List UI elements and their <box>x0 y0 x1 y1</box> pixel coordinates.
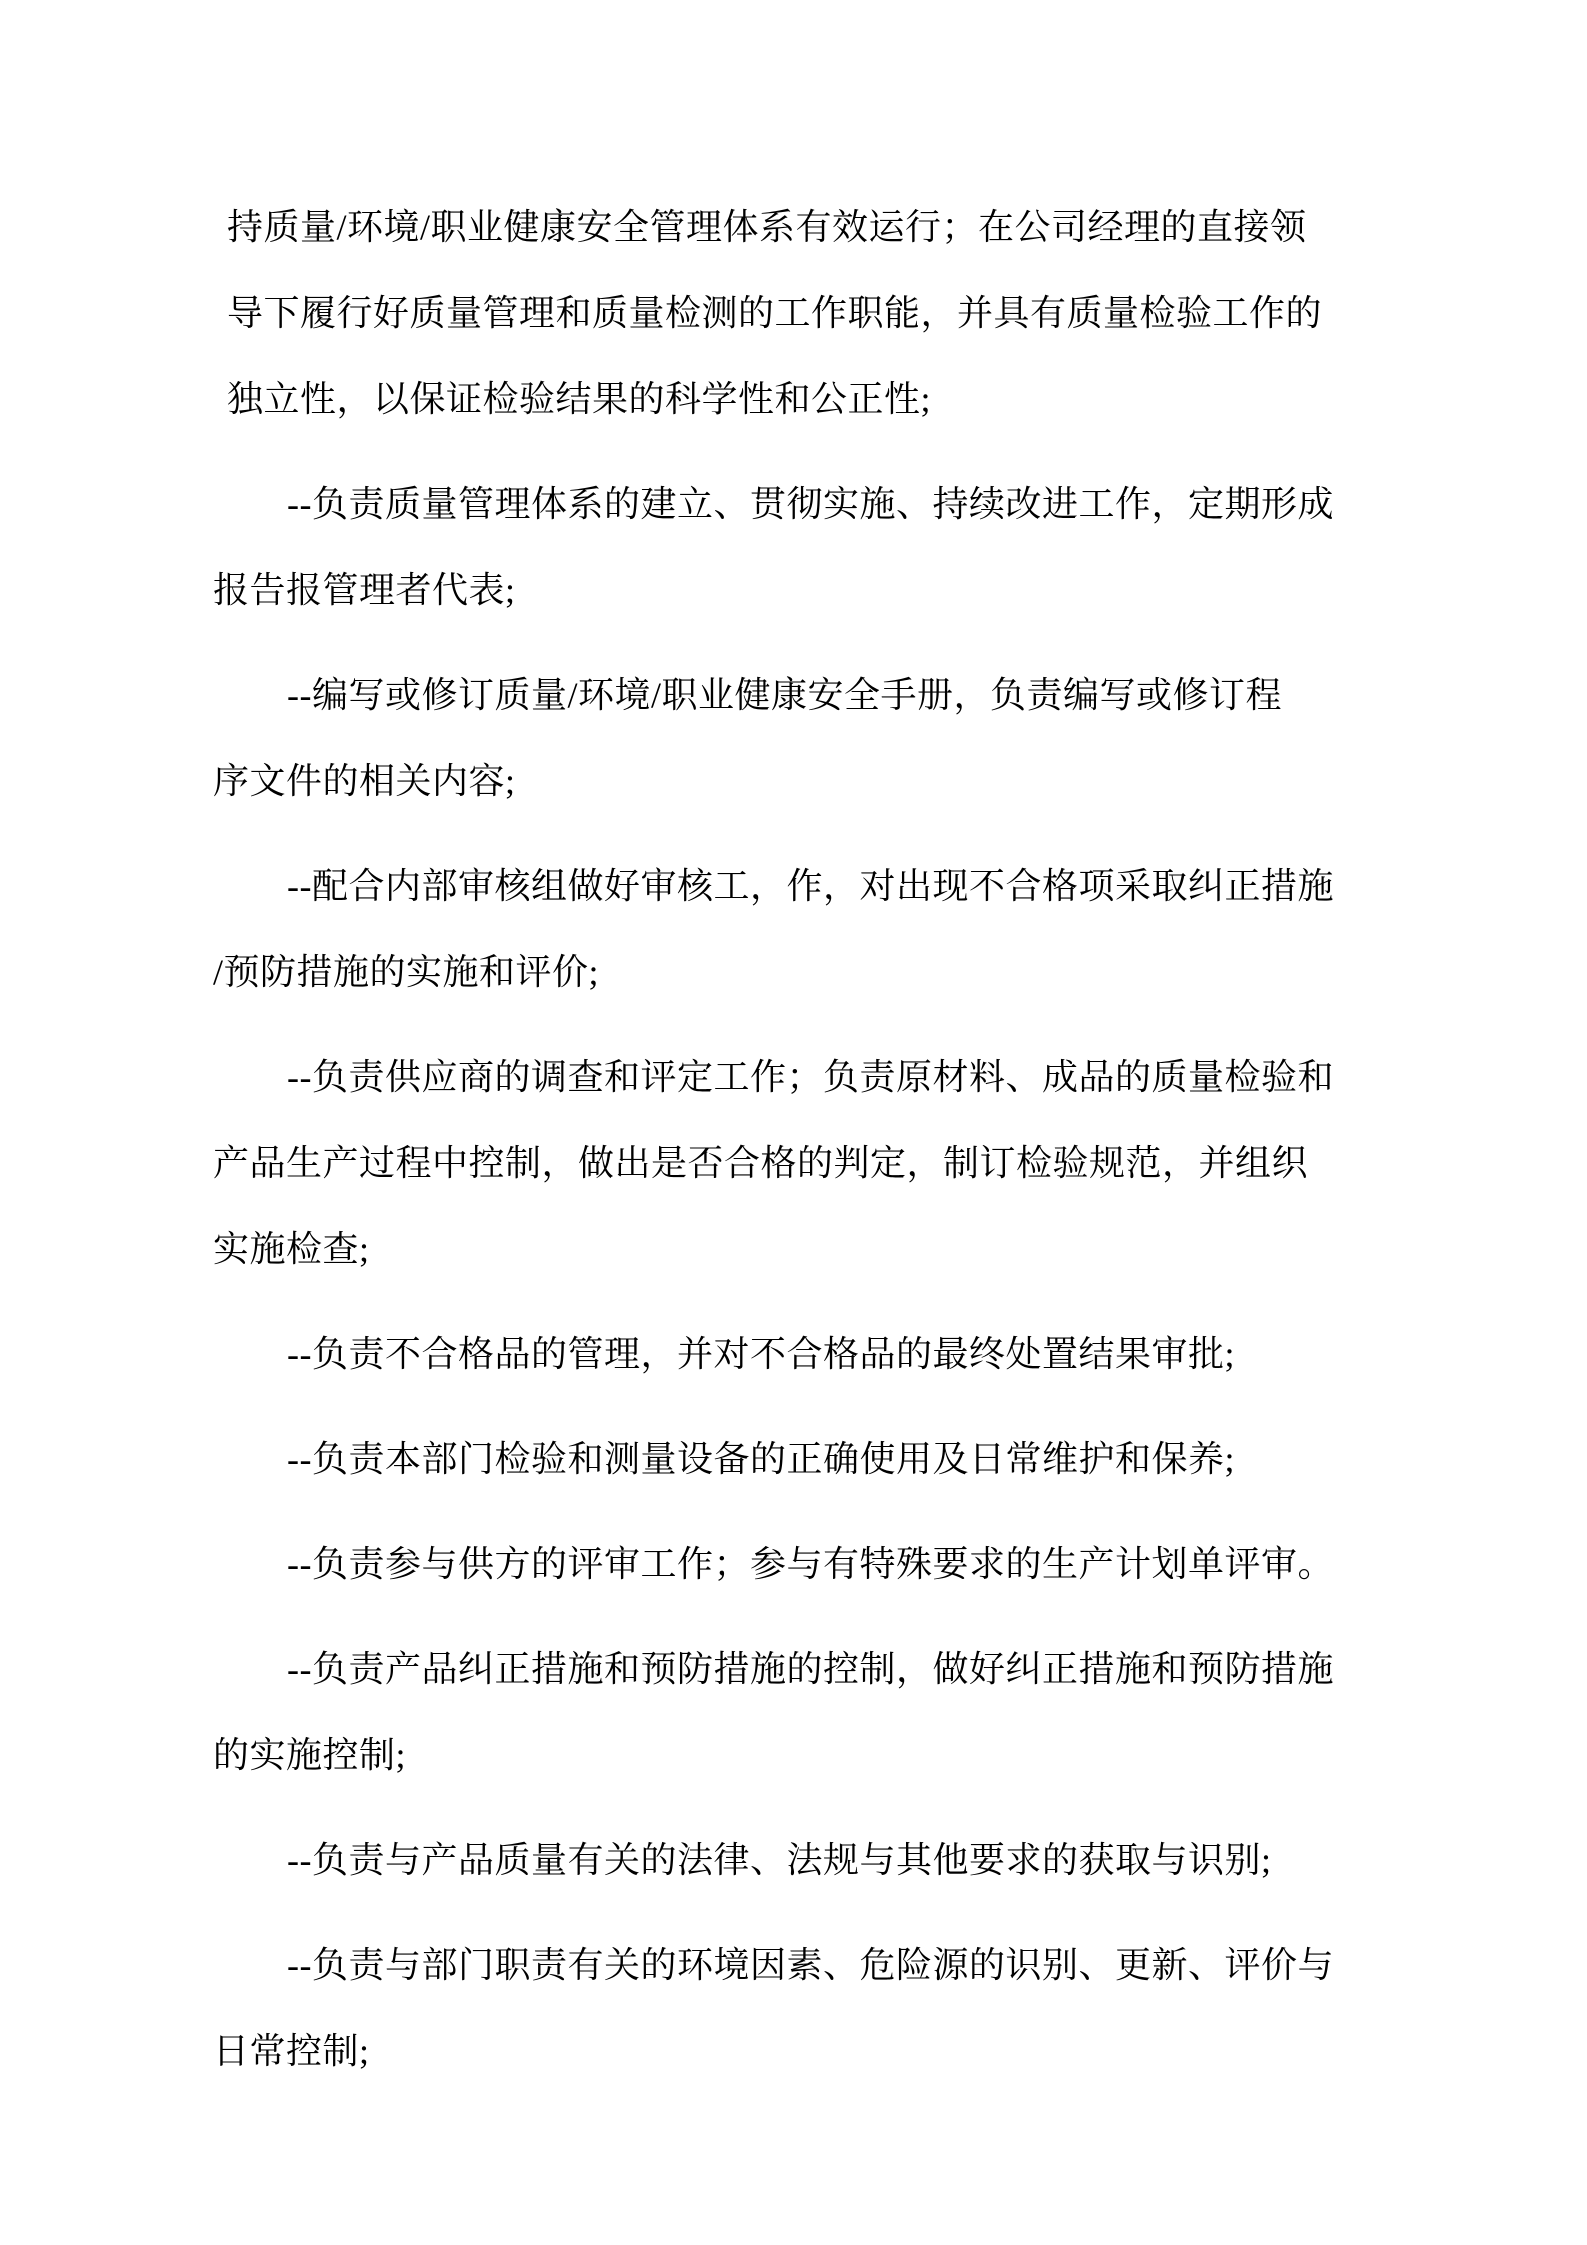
text-line: --负责质量管理体系的建立、贯彻实施、持续改进工作，定期形成 <box>287 484 1334 524</box>
text-line: --负责与部门职责有关的环境因素、危险源的识别、更新、评价与 <box>287 1945 1334 1985</box>
text-line: --负责与产品质量有关的法律、法规与其他要求的获取与识别; <box>287 1840 1272 1880</box>
text-line: --配合内部审核组做好审核工，作，对出现不合格项采取纠正措施 <box>287 866 1334 906</box>
document-body <box>213 184 1363 2113</box>
text-line: 产品生产过程中控制，做出是否合格的判定，制订检验规范，并组织 <box>213 1143 1309 1183</box>
text-line: 实施检查; <box>213 1229 370 1269</box>
text-line: 序文件的相关内容; <box>213 761 516 801</box>
text-line: --负责参与供方的评审工作；参与有特殊要求的生产计划单评审。 <box>287 1544 1334 1584</box>
text-line: --负责产品纠正措施和预防措施的控制，做好纠正措施和预防措施 <box>287 1649 1334 1689</box>
text-line: --负责本部门检验和测量设备的正确使用及日常维护和保养; <box>287 1439 1235 1479</box>
paragraph <box>213 652 1363 824</box>
text-line: --负责供应商的调查和评定工作；负责原材料、成品的质量检验和 <box>287 1057 1334 1097</box>
paragraph <box>213 1521 1363 1607</box>
text-line: 报告报管理者代表; <box>213 570 516 610</box>
paragraph <box>213 1922 1363 2094</box>
text-line: 的实施控制; <box>213 1735 407 1775</box>
paragraph <box>213 1817 1363 1903</box>
paragraph <box>213 461 1363 633</box>
paragraph <box>213 1416 1363 1502</box>
text-line: --负责不合格品的管理，并对不合格品的最终处置结果审批; <box>287 1334 1235 1374</box>
paragraph <box>213 1311 1363 1397</box>
paragraph <box>213 1626 1363 1798</box>
paragraph <box>213 1034 1363 1292</box>
text-line: /预防措施的实施和评价; <box>213 952 600 992</box>
paragraph <box>213 843 1363 1015</box>
text-line: 日常控制; <box>213 2031 370 2071</box>
text-line: --编写或修订质量/环境/职业健康安全手册，负责编写或修订程 <box>287 675 1282 715</box>
text-line: 导下履行好质量管理和质量检测的工作职能，并具有质量检验工作的 <box>227 293 1323 333</box>
text-line: 持质量/环境/职业健康安全管理体系有效运行；在公司经理的直接领 <box>227 207 1307 247</box>
paragraph <box>213 184 1363 442</box>
text-line: 独立性，以保证检验结果的科学性和公正性; <box>227 379 932 419</box>
